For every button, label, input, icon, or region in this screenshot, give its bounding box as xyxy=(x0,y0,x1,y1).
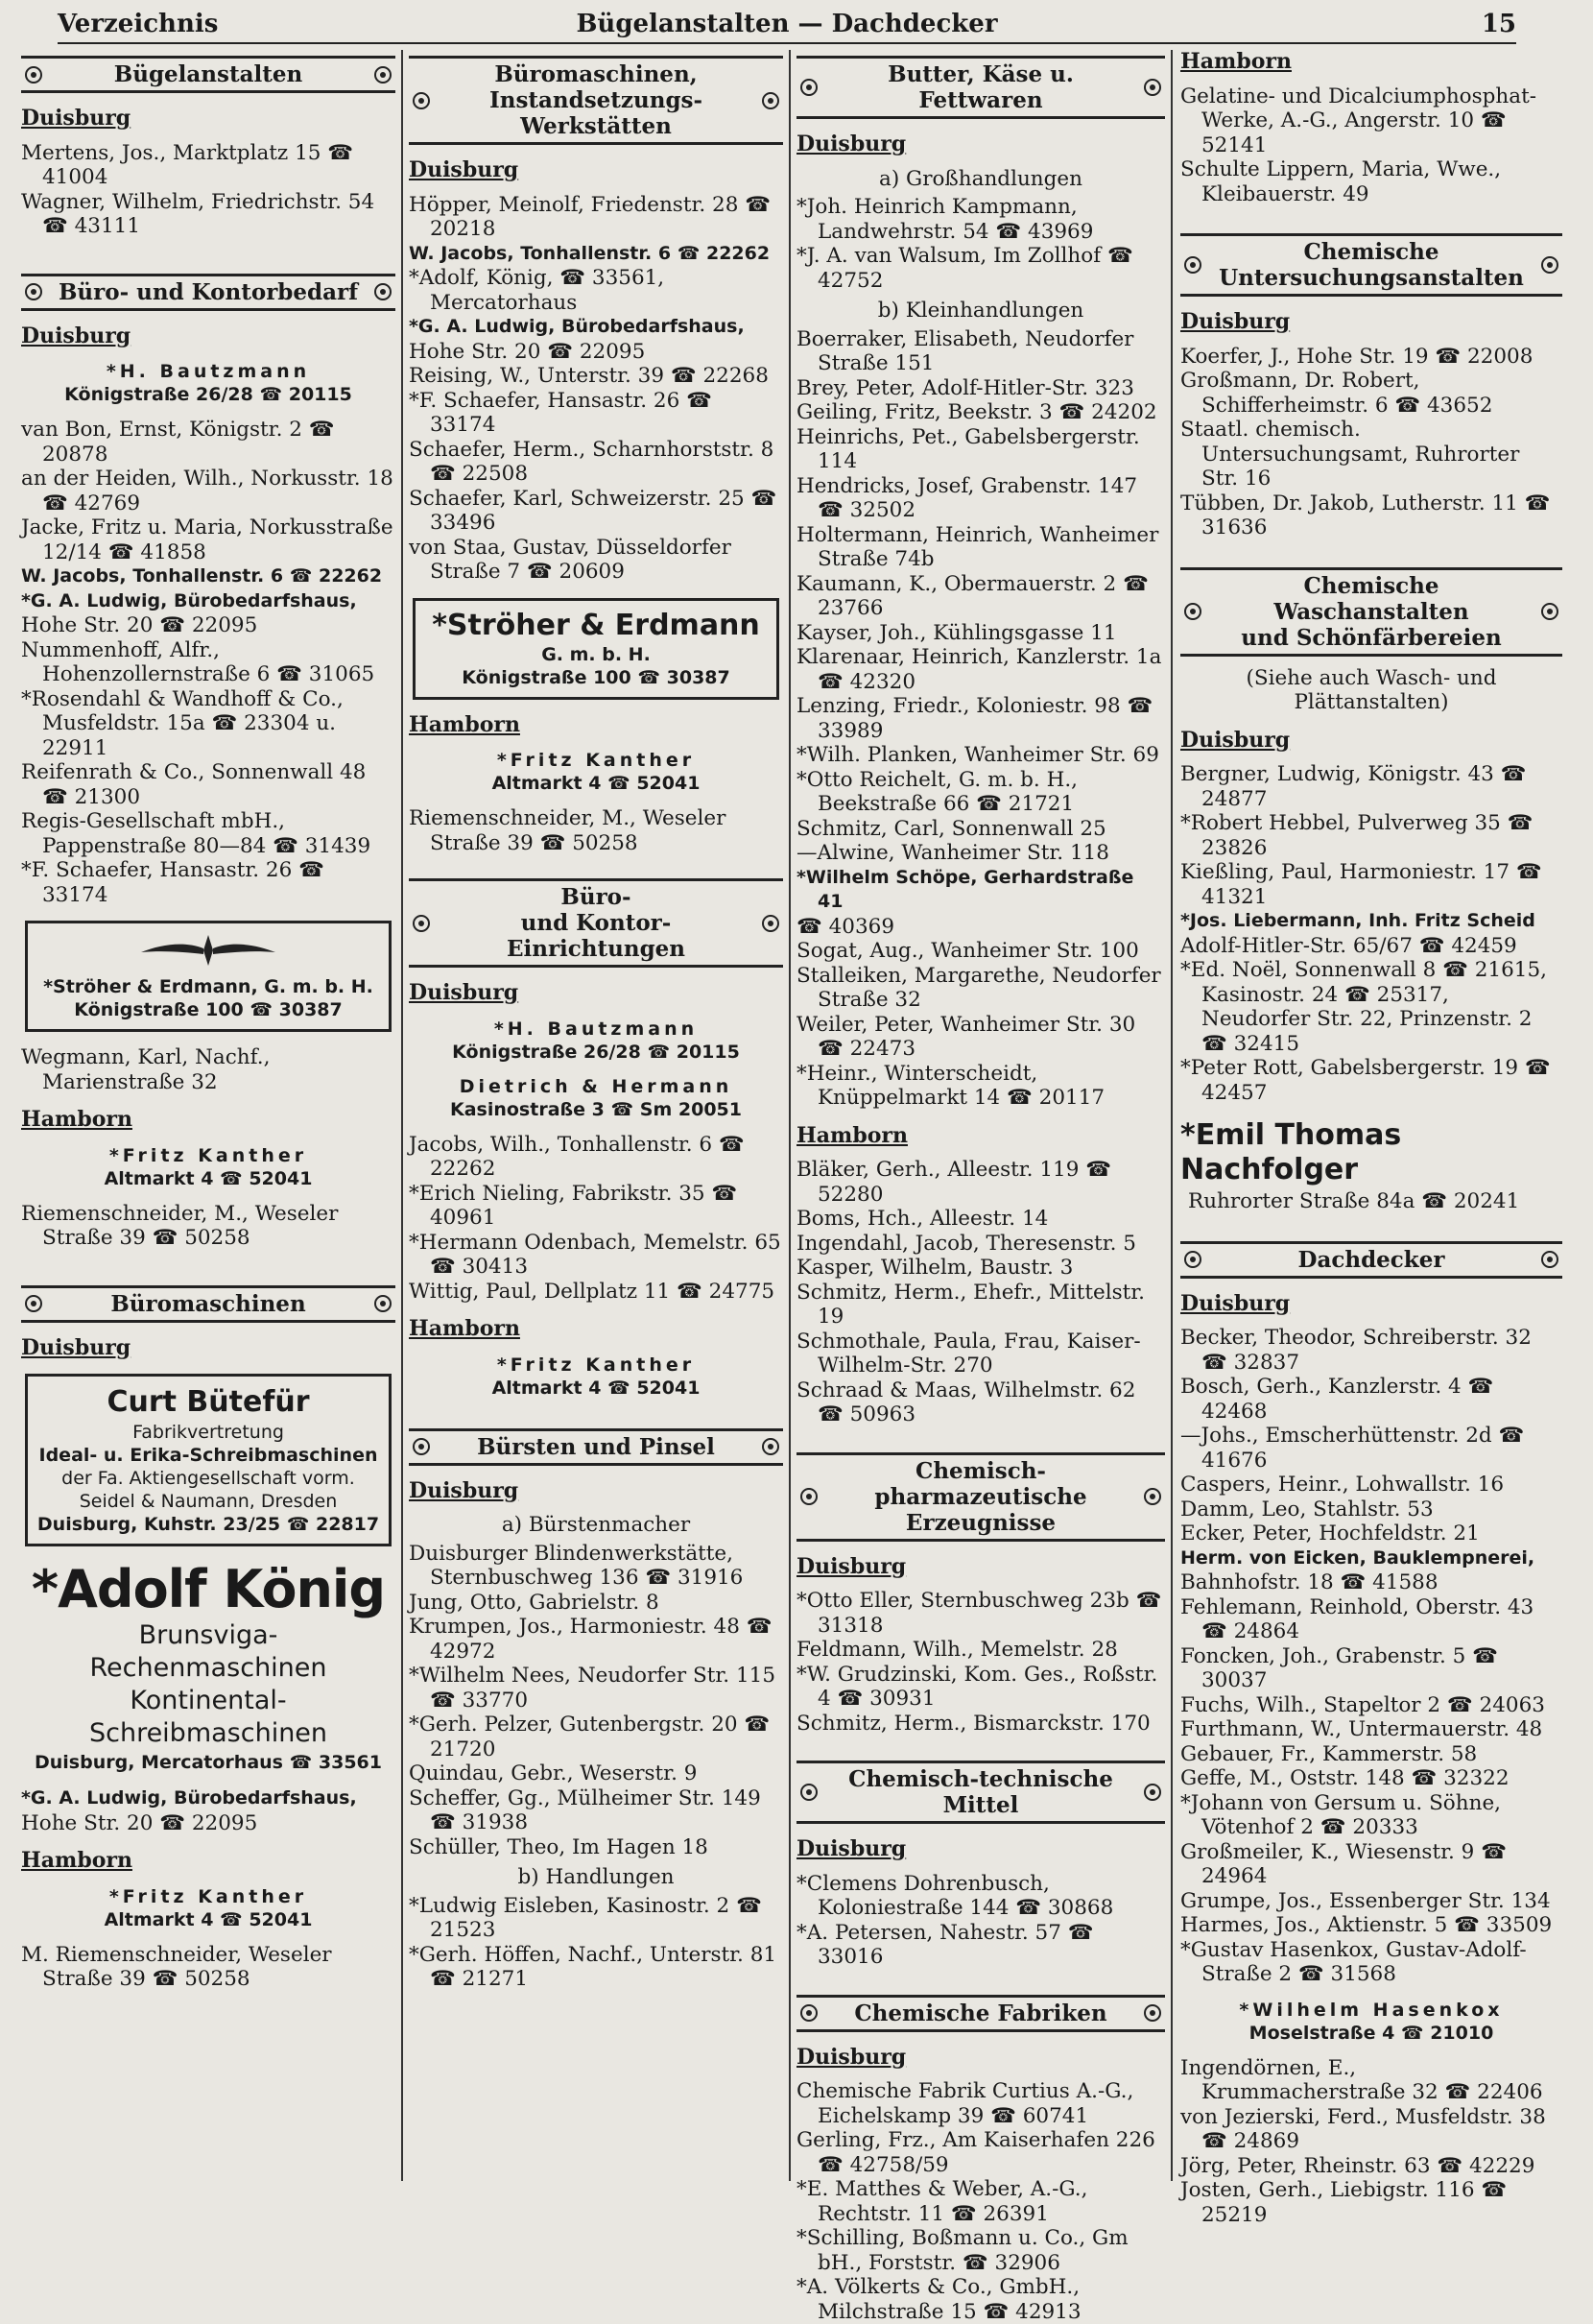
list-item: Hohe Str. 20 ☎ 22095 xyxy=(21,613,258,637)
list-item: Jacke, Fritz u. Maria, Norkusstraße 12/14 ☎ 41858 xyxy=(21,515,393,564)
list-item: Staatl. chemisch. Untersuchungsamt, Ruhrorter Str. 16 xyxy=(1180,418,1520,491)
bullet-icon xyxy=(374,283,392,300)
entry-list xyxy=(409,1894,783,1992)
list-item: —Alwine, Wanheimer Str. 118 xyxy=(796,841,1109,865)
list-item: Sogat, Aug., Wanheimer Str. 100 xyxy=(796,939,1139,963)
list-item: Bergner, Ludwig, Königstr. 43 ☎ 24877 xyxy=(1180,762,1527,811)
section-dachdecker: Dachdecker xyxy=(1180,1241,1562,1279)
entry-list xyxy=(409,1542,783,1860)
list-item: Krumpen, Jos., Harmoniestr. 48 ☎ 42972 xyxy=(409,1615,773,1664)
list-item: Heinrichs, Pet., Gabelsbergerstr. 114 xyxy=(796,424,1140,473)
list-item: *Ed. Noël, Sonnenwall 8 ☎ 21615, Kasinostr. 24 ☎ 25317, Neudorfer Str. 22, Prinzenstr. 2 ☎ 32415 xyxy=(1180,958,1548,1056)
city-heading: Duisburg xyxy=(21,106,131,131)
list-item: Riemenschneider, M., Weseler Straße 39 ☎ 50258 xyxy=(21,1201,339,1250)
entry-list xyxy=(1180,345,1562,540)
list-item: Jörg, Peter, Rheinstr. 63 ☎ 42229 xyxy=(1180,2153,1535,2178)
entry-list xyxy=(1180,2056,1562,2228)
list-item: Josten, Gerh., Liebigstr. 116 ☎ 25219 xyxy=(1180,2178,1508,2227)
list-item: Gerling, Frz., Am Kaiserhafen 226 ☎ 42758/59 xyxy=(796,2128,1155,2177)
list-item: Fuchs, Wilh., Stapeltor 2 ☎ 24063 xyxy=(1180,1692,1545,1717)
list-item: Hendricks, Josef, Grabenstr. 147 ☎ 32502 xyxy=(796,473,1138,522)
subheading: a) Bürstenmacher xyxy=(501,1513,691,1537)
list-item: Stalleiken, Margarethe, Neudorfer Straße 32 xyxy=(796,963,1161,1012)
listing-kanther: *Fritz Kanther Altmarkt 4 ☎ 52041 xyxy=(491,1354,701,1399)
ad-adolf-koenig: *Adolf König Brunsviga-Rechenmaschinen Kontinental-Schreibmaschinen Duisburg, Mercatorhaus ☎ 33561 xyxy=(31,1559,386,1773)
section-buegelanstalten: Bügelanstalten xyxy=(21,56,395,93)
list-item: *Rosendahl & Wandhoff & Co., Musfeldstr. 15a ☎ 23304 u. 22911 xyxy=(21,686,344,760)
list-item: Wagner, Wilhelm, Friedrichstr. 54 ☎ 43111 xyxy=(21,189,375,238)
city-heading: Duisburg xyxy=(796,132,907,156)
listing-kanther: *Fritz Kanther Altmarkt 4 ☎ 52041 xyxy=(104,1885,313,1930)
entry-eicken: Herm. von Eicken, Bauklempnerei, xyxy=(1180,1546,1535,1569)
entry-list xyxy=(796,327,1165,866)
list-item: Gebauer, Fr., Kammerstr. 58 xyxy=(1180,1741,1478,1766)
list-item: *W. Grudzinski, Kom. Ges., Roßstr. 4 ☎ 30931 xyxy=(796,1662,1158,1711)
list-item: *Joh. Heinrich Kampmann, Landwehrstr. 54 ☎ 43969 xyxy=(796,195,1094,244)
entry-list xyxy=(796,195,1165,293)
list-item: Gelatine- und Dicalciumphosphat-Werke, A.-G., Angerstr. 10 ☎ 52141 xyxy=(1180,84,1536,157)
listing-kanther: *Fritz Kanther Altmarkt 4 ☎ 52041 xyxy=(104,1144,313,1189)
list-item: Weiler, Peter, Wanheimer Str. 30 ☎ 22473 xyxy=(796,1012,1136,1061)
list-item: Furthmann, W., Untermauerstr. 48 xyxy=(1180,1717,1543,1741)
entry-jacobs: W. Jacobs, Tonhallenstr. 6 ☎ 22262 xyxy=(21,565,383,587)
list-item: Ingendahl, Jacob, Theresenstr. 5 xyxy=(796,1231,1136,1256)
list-item: Regis-Gesellschaft mbH., Pappenstraße 80—84 ☎ 31439 xyxy=(21,809,371,858)
list-item: Mertens, Jos., Marktplatz 15 ☎ 41004 xyxy=(21,140,354,189)
entry-list xyxy=(21,418,395,564)
list-item: *A. Völkerts & Co., GmbH., Milchstraße 15 ☎ 42913 xyxy=(796,2275,1082,2324)
list-item: Großmann, Dr. Robert, Schifferheimstr. 6 ☎ 43652 xyxy=(1180,369,1493,418)
bullet-icon xyxy=(25,283,42,300)
list-item: Riemenschneider, M., Weseler Straße 39 ☎ 50258 xyxy=(409,806,726,855)
list-item: *Gustav Hasenkox, Gustav-Adolf-Straße 2 ☎ 31568 xyxy=(1180,1937,1527,1986)
column-4 xyxy=(1173,49,1562,2227)
list-item: Kaumann, K., Obermauerstr. 2 ☎ 23766 xyxy=(796,571,1149,620)
bullet-icon xyxy=(800,1784,818,1801)
bullet-icon xyxy=(1144,2004,1161,2022)
subheading: b) Handlungen xyxy=(517,1865,675,1889)
list-item: Bosch, Gerh., Kanzlerstr. 4 ☎ 42468 xyxy=(1180,1375,1494,1424)
city-heading: Duisburg xyxy=(796,2044,907,2070)
entry-ludwig: *G. A. Ludwig, Bürobedarfshaus, xyxy=(409,316,745,337)
page-header xyxy=(58,8,1516,44)
entry-list xyxy=(796,2079,1165,2324)
list-item: Höpper, Meinolf, Friedenstr. 28 ☎ 20218 xyxy=(409,192,772,241)
list-item: van Bon, Ernst, Königstr. 2 ☎ 20878 xyxy=(21,418,335,467)
bullet-icon xyxy=(374,1295,392,1312)
list-item: *Ludwig Eisleben, Kasinostr. 2 ☎ 21523 xyxy=(409,1893,762,1942)
list-item: *Johann von Gersum u. Söhne, Vötenhof 2 ☎ 20333 xyxy=(1180,1790,1501,1839)
entry-list xyxy=(1180,1326,1562,1546)
section-bueromaschinen: Büromaschinen xyxy=(21,1285,395,1323)
entry-list xyxy=(796,1158,1165,1427)
list-item: Kasper, Wilhelm, Baustr. 3 xyxy=(796,1256,1074,1280)
list-item: Koerfer, J., Hohe Str. 19 ☎ 22008 xyxy=(1180,344,1534,369)
bullet-icon xyxy=(762,92,779,109)
list-item: *E. Matthes & Weber, A.-G., Rechtstr. 11 ☎ 26391 xyxy=(796,2177,1088,2226)
section-chem-waschanstalten: Chemische Waschanstalten und Schönfärbereien xyxy=(1180,567,1562,657)
entry-list xyxy=(21,141,395,239)
bullet-icon xyxy=(800,1488,818,1505)
list-item: Schmitz, Herm., Bismarckstr. 170 xyxy=(796,1711,1151,1736)
page-number: 15 xyxy=(1481,10,1516,38)
list-item: Schmitz, Carl, Sonnenwall 25 xyxy=(796,816,1106,841)
entry-list xyxy=(1180,762,1562,909)
list-item: Brey, Peter, Adolf-Hitler-Str. 323 xyxy=(796,375,1134,400)
city-heading: Duisburg xyxy=(21,323,131,348)
list-item: *Erich Nieling, Fabrikstr. 35 ☎ 40961 xyxy=(409,1181,738,1230)
entry-ludwig-addr: Hohe Str. 20 ☎ 22095 xyxy=(21,1810,258,1835)
list-item: *Heinr., Winterscheidt, Knüppelmarkt 14 ☎ 20117 xyxy=(796,1061,1106,1110)
section-chem-pharm: Chemisch-pharmazeutische Erzeugnisse xyxy=(796,1452,1165,1542)
city-heading: Duisburg xyxy=(1180,309,1291,334)
city-heading: Hamborn xyxy=(21,1848,132,1873)
list-item: *Adolf, König, ☎ 33561, Mercatorhaus xyxy=(409,266,665,315)
list-item: Grumpe, Jos., Essenberger Str. 134 xyxy=(1180,1888,1551,1913)
list-item: Scheffer, Gg., Mülheimer Str. 149 ☎ 31938 xyxy=(409,1785,761,1834)
list-item: Reifenrath & Co., Sonnenwall 48 ☎ 21300 xyxy=(21,760,367,809)
entry-list xyxy=(21,613,395,907)
list-item: Schmothale, Paula, Frau, Kaiser-Wilhelm-Str. 270 xyxy=(796,1329,1141,1378)
listing-bautzmann: *H. Bautzmann Königstraße 26/28 ☎ 20115 xyxy=(64,361,352,405)
entry-list xyxy=(409,806,783,855)
ad-emil-thomas: *Emil Thomas Nachfolger xyxy=(1180,1118,1402,1186)
listing-bautzmann: *H. Bautzmann Königstraße 26/28 ☎ 20115 xyxy=(452,1018,740,1063)
entry-list xyxy=(796,1589,1165,1736)
entry-schoepe: *Wilhelm Schöpe, Gerhardstraße 41 xyxy=(796,866,1134,912)
list-item: Reising, W., Unterstr. 39 ☎ 22268 xyxy=(409,364,769,388)
bullet-icon xyxy=(1541,603,1558,620)
list-item: Becker, Theodor, Schreiberstr. 32 ☎ 32837 xyxy=(1180,1326,1532,1375)
city-heading: Duisburg xyxy=(409,157,519,182)
list-item: *A. Petersen, Nahestr. 57 ☎ 33016 xyxy=(796,1920,1094,1969)
list-item: an der Heiden, Wilh., Norkusstr. 18 ☎ 42769 xyxy=(21,467,393,515)
bullet-icon xyxy=(413,1438,430,1455)
list-item: *J. A. van Walsum, Im Zollhof ☎ 42752 xyxy=(796,244,1133,293)
bullet-icon xyxy=(413,92,430,109)
emil-address: Ruhrorter Straße 84a ☎ 20241 xyxy=(1188,1189,1520,1213)
list-item: *Wilhelm Nees, Neudorfer Str. 115 ☎ 33770 xyxy=(409,1664,776,1713)
bullet-icon xyxy=(413,915,430,932)
list-item: ☎ 40369 xyxy=(796,914,895,939)
entry-list xyxy=(1180,1570,1562,1987)
list-item: Geffe, M., Oststr. 148 ☎ 32322 xyxy=(1180,1766,1510,1790)
list-item: M. Riemenschneider, Weseler Straße 39 ☎ 50258 xyxy=(21,1942,332,1991)
section-kontor-einrichtungen: Büro- und Kontor-Einrichtungen xyxy=(409,878,783,968)
list-item: Holtermann, Heinrich, Wanheimer Straße 74b xyxy=(796,522,1159,571)
list-item: *Otto Reichelt, G. m. b. H., Beekstraße 66 ☎ 21721 xyxy=(796,767,1079,816)
bullet-icon xyxy=(374,66,392,84)
list-item: *Robert Hebbel, Pulverweg 35 ☎ 23826 xyxy=(1180,811,1534,860)
bullet-icon xyxy=(1184,603,1201,620)
bullet-icon xyxy=(1184,256,1201,274)
bullet-icon xyxy=(1144,1784,1161,1801)
bullet-icon xyxy=(25,1295,42,1312)
entry-list xyxy=(409,1133,783,1305)
city-heading: Duisburg xyxy=(796,1836,907,1861)
list-item: Fehlemann, Reinhold, Oberstr. 43 ☎ 24864 xyxy=(1180,1594,1534,1643)
city-heading: Duisburg xyxy=(409,1477,519,1503)
list-item: *F. Schaefer, Hansastr. 26 ☎ 33174 xyxy=(21,858,324,907)
list-item: *Peter Rott, Gabelsbergerstr. 19 ☎ 42457 xyxy=(1180,1056,1551,1105)
list-item: *Gerh. Pelzer, Gutenbergstr. 20 ☎ 21720 xyxy=(409,1713,771,1761)
city-heading: Hamborn xyxy=(796,1122,908,1148)
section-chem-untersuchung: Chemische Untersuchungsanstalten xyxy=(1180,233,1562,297)
list-item: Schraad & Maas, Wilhelmstr. 62 ☎ 50963 xyxy=(796,1378,1136,1426)
list-item: Schüller, Theo, Im Hagen 18 xyxy=(409,1834,708,1859)
list-item: Schaefer, Karl, Schweizerstr. 25 ☎ 33496 xyxy=(409,486,777,535)
city-heading: Hamborn xyxy=(1180,49,1292,74)
list-item: Bläker, Gerh., Alleestr. 119 ☎ 52280 xyxy=(796,1158,1111,1207)
list-item: Chemische Fabrik Curtius A.-G., Eichelskamp 39 ☎ 60741 xyxy=(796,2079,1134,2128)
list-item: Bahnhofstr. 18 ☎ 41588 xyxy=(1180,1570,1438,1594)
list-item: Feldmann, Wilh., Memelstr. 28 xyxy=(796,1638,1118,1662)
city-heading: Duisburg xyxy=(21,1334,131,1360)
list-item: *Schilling, Boßmann u. Co., Gm bH., Forststr. ☎ 32906 xyxy=(796,2226,1129,2275)
header-title: Bügelanstalten — Dachdecker xyxy=(576,10,998,38)
entry-ludwig: *G. A. Ludwig, Bürobedarfshaus, xyxy=(21,589,357,611)
section-chem-technische-mittel: Chemisch-technische Mittel xyxy=(796,1761,1165,1824)
bullet-icon xyxy=(1144,79,1161,96)
list-item: Harmes, Jos., Aktienstr. 5 ☎ 33509 xyxy=(1180,1913,1553,1937)
list-item: Kießling, Paul, Harmoniestr. 17 ☎ 41321 xyxy=(1180,860,1542,909)
bullet-icon xyxy=(25,66,42,84)
ad-stroeher-erdmann: *Ströher & Erdmann, G. m. b. H. Königstraße 100 ☎ 30387 xyxy=(25,921,392,1032)
list-item: Ingendörnen, E., Krummacherstraße 32 ☎ 22406 xyxy=(1180,2055,1543,2104)
list-item: —Johs., Emscherhüttenstr. 2d ☎ 41676 xyxy=(1180,1424,1525,1473)
list-item: von Jezierski, Ferd., Musfeldstr. 38 ☎ 24869 xyxy=(1180,2104,1546,2153)
list-item: *Otto Eller, Sternbuschweg 23b ☎ 31318 xyxy=(796,1589,1162,1638)
entry-list xyxy=(21,1202,395,1251)
list-item: Boms, Hch., Alleestr. 14 xyxy=(796,1207,1049,1231)
city-heading: Duisburg xyxy=(1180,727,1291,753)
listing-dietrich-hermann: Dietrich & Hermann Kasinostraße 3 ☎ Sm 20051 xyxy=(449,1075,742,1120)
listing-hasenkox: *Wilhelm Hasenkox Moselstraße 4 ☎ 21010 xyxy=(1239,1999,1504,2044)
entry-list xyxy=(796,915,1165,1111)
list-item: *Hermann Odenbach, Memelstr. 65 ☎ 30413 xyxy=(409,1230,781,1279)
list-item: Geiling, Fritz, Beekstr. 3 ☎ 24202 xyxy=(796,400,1157,424)
list-item: Jacobs, Wilh., Tonhallenstr. 6 ☎ 22262 xyxy=(409,1132,745,1181)
list-item: Großmeiler, K., Wiesenstr. 9 ☎ 24964 xyxy=(1180,1839,1507,1888)
list-item: Lenzing, Friedr., Koloniestr. 98 ☎ 33989 xyxy=(796,694,1153,743)
section-buersten-pinsel: Bürsten und Pinsel xyxy=(409,1428,783,1466)
section-chem-fabriken: Chemische Fabriken xyxy=(796,1995,1165,2032)
entry-ludwig: *G. A. Ludwig, Bürobedarfshaus, xyxy=(21,1787,357,1809)
list-item: Jung, Otto, Gabrielstr. 8 xyxy=(409,1590,659,1615)
section-butter-kaese: Butter, Käse u. Fettwaren xyxy=(796,56,1165,119)
city-heading: Duisburg xyxy=(409,980,519,1005)
list-item: Damm, Leo, Stahlstr. 53 xyxy=(1180,1497,1434,1521)
list-item: Caspers, Heinr., Lohwallstr. 16 xyxy=(1180,1473,1505,1497)
list-item: Foncken, Joh., Grabenstr. 5 ☎ 30037 xyxy=(1180,1643,1498,1692)
bullet-icon xyxy=(800,79,818,96)
entry-list xyxy=(409,266,783,315)
list-item: Ecker, Peter, Hochfeldstr. 21 xyxy=(1180,1521,1480,1545)
column-1 xyxy=(21,50,403,2181)
city-heading: Hamborn xyxy=(409,711,520,737)
list-item: Schulte Lippern, Maria, Wwe., Kleibauerstr. 49 xyxy=(1180,157,1502,206)
entry-list xyxy=(796,1872,1165,1970)
bullet-icon xyxy=(1541,1251,1558,1268)
list-item: Schaefer, Herm., Scharnhorststr. 8 ☎ 22508 xyxy=(409,437,774,486)
entry-list xyxy=(409,340,783,585)
entry-list xyxy=(1180,934,1562,1106)
list-item: von Staa, Gustav, Düsseldorfer Straße 7 ☎ 20609 xyxy=(409,535,731,584)
bullet-icon xyxy=(1541,256,1558,274)
list-item: Tübben, Dr. Jakob, Lutherstr. 11 ☎ 31636 xyxy=(1180,491,1551,539)
city-heading: Duisburg xyxy=(796,1553,907,1579)
list-item: *Wilh. Planken, Wanheimer Str. 69 xyxy=(796,743,1159,767)
bullet-icon xyxy=(762,915,779,932)
ad-stroeher-erdmann: *Ströher & Erdmann G. m. b. H. Königstraße 100 ☎ 30387 xyxy=(413,598,779,700)
listing-kanther: *Fritz Kanther Altmarkt 4 ☎ 52041 xyxy=(491,750,701,794)
list-item: Wegmann, Karl, Nachf., Marienstraße 32 xyxy=(21,1045,271,1094)
list-item: Hohe Str. 20 ☎ 22095 xyxy=(409,339,646,364)
column-3 xyxy=(791,50,1173,2324)
list-item: Klarenaar, Heinrich, Kanzlerstr. 1a ☎ 42320 xyxy=(796,645,1162,694)
subheading: b) Kleinhandlungen xyxy=(877,299,1084,323)
list-item: *Clemens Dohrenbusch, Koloniestraße 144 ☎ 30868 xyxy=(796,1871,1114,1920)
cross-reference-note: (Siehe auch Wasch- und Plättanstalten) xyxy=(1246,665,1497,714)
entry-list xyxy=(1180,84,1562,207)
section-bueromaschinen-werkstaetten: Büromaschinen, Instandsetzungs-Werkstätten xyxy=(409,56,783,145)
column-2 xyxy=(403,50,791,2181)
bullet-icon xyxy=(1144,1488,1161,1505)
list-item: Kayser, Joh., Kühlingsgasse 11 xyxy=(796,620,1117,645)
bullet-icon xyxy=(1184,1251,1201,1268)
city-heading: Hamborn xyxy=(409,1316,520,1341)
subheading: a) Großhandlungen xyxy=(879,166,1082,191)
bullet-icon xyxy=(762,1438,779,1455)
city-heading: Hamborn xyxy=(21,1107,132,1132)
list-item: Duisburger Blindenwerkstätte, Sternbuschweg 136 ☎ 31916 xyxy=(409,1541,744,1590)
entry-list xyxy=(21,1943,395,1992)
list-item: Boerraker, Elisabeth, Neudorfer Straße 151 xyxy=(796,326,1134,375)
header-left: Verzeichnis xyxy=(58,10,219,38)
entry-jacobs: W. Jacobs, Tonhallenstr. 6 ☎ 22262 xyxy=(409,242,771,264)
entry-liebermann: *Jos. Liebermann, Inh. Fritz Scheid xyxy=(1180,910,1535,931)
list-item: *Gerh. Höffen, Nachf., Unterstr. 81 ☎ 21271 xyxy=(409,1942,777,1991)
list-item: Wittig, Paul, Dellplatz 11 ☎ 24775 xyxy=(409,1279,775,1304)
list-item: Quindau, Gebr., Weserstr. 9 xyxy=(409,1761,698,1785)
winged-logo-icon xyxy=(136,931,280,970)
list-item: Nummenhoff, Alfr., Hohenzollernstraße 6 ☎ 31065 xyxy=(21,637,375,686)
list-item: *F. Schaefer, Hansastr. 26 ☎ 33174 xyxy=(409,388,712,437)
ad-curt-buetefuer: Curt Bütefür Fabrikvertretung Ideal- u. Erika-Schreibmaschinen der Fa. Aktiengesellschaft vorm. Seidel & Naumann, Dresden Duisburg, Kuhstr. 23/25 ☎ 22817 xyxy=(25,1374,392,1546)
bullet-icon xyxy=(800,2004,818,2022)
list-item: Adolf-Hitler-Str. 65/67 ☎ 42459 xyxy=(1180,933,1517,958)
city-heading: Duisburg xyxy=(1180,1290,1291,1316)
section-buero-kontorbedarf: Büro- und Kontorbedarf xyxy=(21,274,395,311)
list-item: Schmitz, Herm., Ehefr., Mittelstr. 19 xyxy=(796,1280,1145,1329)
entry-list xyxy=(21,1045,395,1094)
